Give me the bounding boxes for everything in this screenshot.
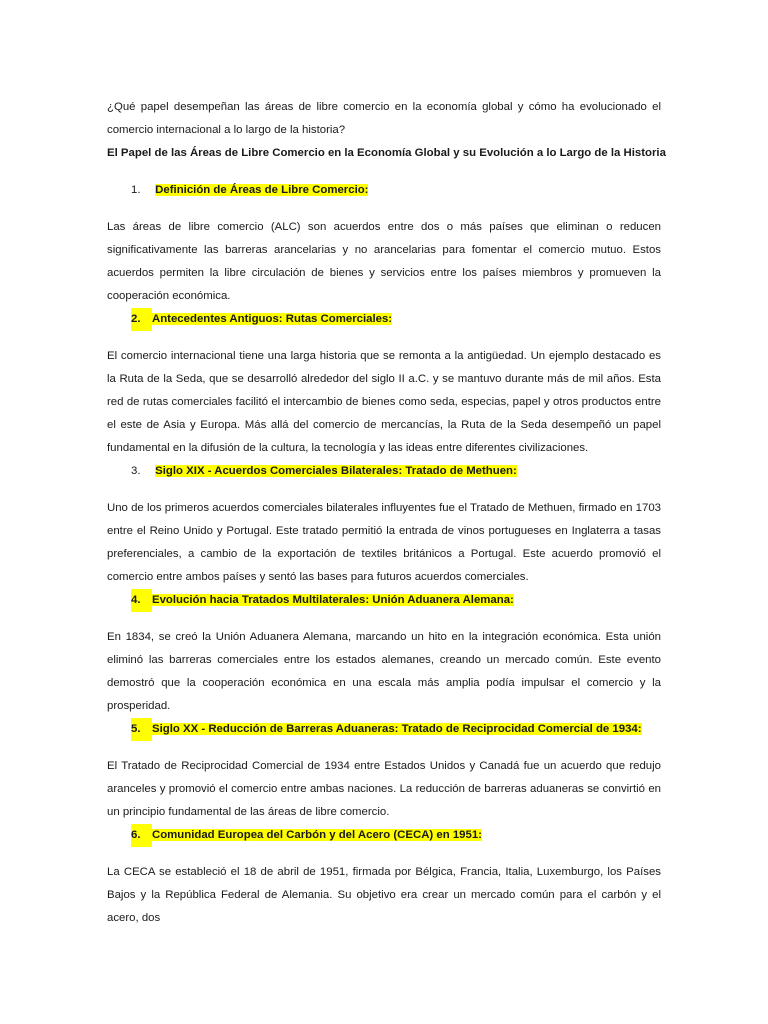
section-heading: [107, 308, 661, 331]
section-paragraph: El Tratado de Reciprocidad Comercial de 1934 entre Estados Unidos y Canadá fue un acuerdo que redujo aranceles y promovió el comercio entre ambas naciones. La reducción de barreras aduaneras se convirtió en un principio fundamental de las áreas de libre comercio.: [107, 760, 661, 818]
intro-question: ¿Qué papel desempeñan las áreas de libre comercio en la economía global y cómo ha evolucionado el comercio internacional a lo largo de la historia?: [107, 101, 661, 136]
section-heading: [107, 718, 661, 741]
section-paragraph: El comercio internacional tiene una larga historia que se remonta a la antigüedad. Un ejemplo destacado es la Ruta de la Seda, que se desarrolló alrededor del siglo II a.C. y se mantuvo durante más de mil años. Esta red de rutas comerciales facilitó el intercambio de bienes como seda, especias, papel y otros productos entre el este de Asia y Europa. Más allá del comercio de mercancías, la Ruta de la Seda desempeñó un papel fundamental en la difusión de la cultura, la tecnología y las ideas entre diferentes civilizaciones.: [107, 350, 661, 454]
section-heading: [107, 179, 661, 202]
section-paragraph: En 1834, se creó la Unión Aduanera Alemana, marcando un hito en la integración económica. Esta unión eliminó las barreras comerciales entre los estados alemanes, creando un mercado común. Este evento demostró que la cooperación económica en una escala más amplia podía impulsar el comercio y la prosperidad.: [107, 631, 661, 712]
section-title-highlighted: Comunidad Europea del Carbón y del Acero (CECA) en 1951:: [152, 829, 482, 841]
section-title-highlighted: Antecedentes Antiguos: Rutas Comerciales:: [152, 313, 393, 325]
section-number: 1.: [131, 184, 141, 196]
section-title-highlighted: Siglo XX - Reducción de Barreras Aduaneras: Tratado de Reciprocidad Comercial de 1934:: [152, 723, 642, 735]
section-title-highlighted: Definición de Áreas de Libre Comercio:: [155, 184, 369, 196]
section-number: 4.: [131, 589, 152, 612]
section-heading: [107, 589, 661, 612]
section-heading: [107, 460, 661, 483]
section-number: 3.: [131, 465, 141, 477]
section-number: 5.: [131, 718, 152, 741]
section-title-highlighted: Siglo XIX - Acuerdos Comerciales Bilaterales: Tratado de Methuen:: [155, 465, 517, 477]
section-number: 2.: [131, 308, 152, 331]
section-title-highlighted: Evolución hacia Tratados Multilaterales: Unión Aduanera Alemana:: [152, 594, 514, 606]
document-title: El Papel de las Áreas de Libre Comercio en la Economía Global y su Evolución a lo Largo de la Historia: [107, 147, 666, 159]
section-heading: [107, 824, 661, 847]
section-paragraph: Las áreas de libre comercio (ALC) son acuerdos entre dos o más países que eliminan o reducen significativamente las barreras arancelarias y no arancelarias para fomentar el comercio mutuo. Estos acuerdos permiten la libre circulación de bienes y servicios entre los países miembros y promueven la cooperación económica.: [107, 221, 661, 302]
section-paragraph: La CECA se estableció el 18 de abril de 1951, firmada por Bélgica, Francia, Italia, Luxemburgo, los Países Bajos y la República Federal de Alemania. Su objetivo era crear un mercado común para el carbón y el acero, dos: [107, 866, 661, 924]
section-number: 6.: [131, 824, 152, 847]
document-page: [107, 96, 666, 930]
section-paragraph: Uno de los primeros acuerdos comerciales bilaterales influyentes fue el Tratado de Methuen, firmado en 1703 entre el Reino Unido y Portugal. Este tratado permitió la entrada de vinos portugueses en Inglaterra a tasas preferenciales, a cambio de la exportación de textiles británicos a Portugal. Este acuerdo promovió el comercio entre ambos países y sentó las bases para futuros acuerdos comerciales.: [107, 502, 661, 583]
